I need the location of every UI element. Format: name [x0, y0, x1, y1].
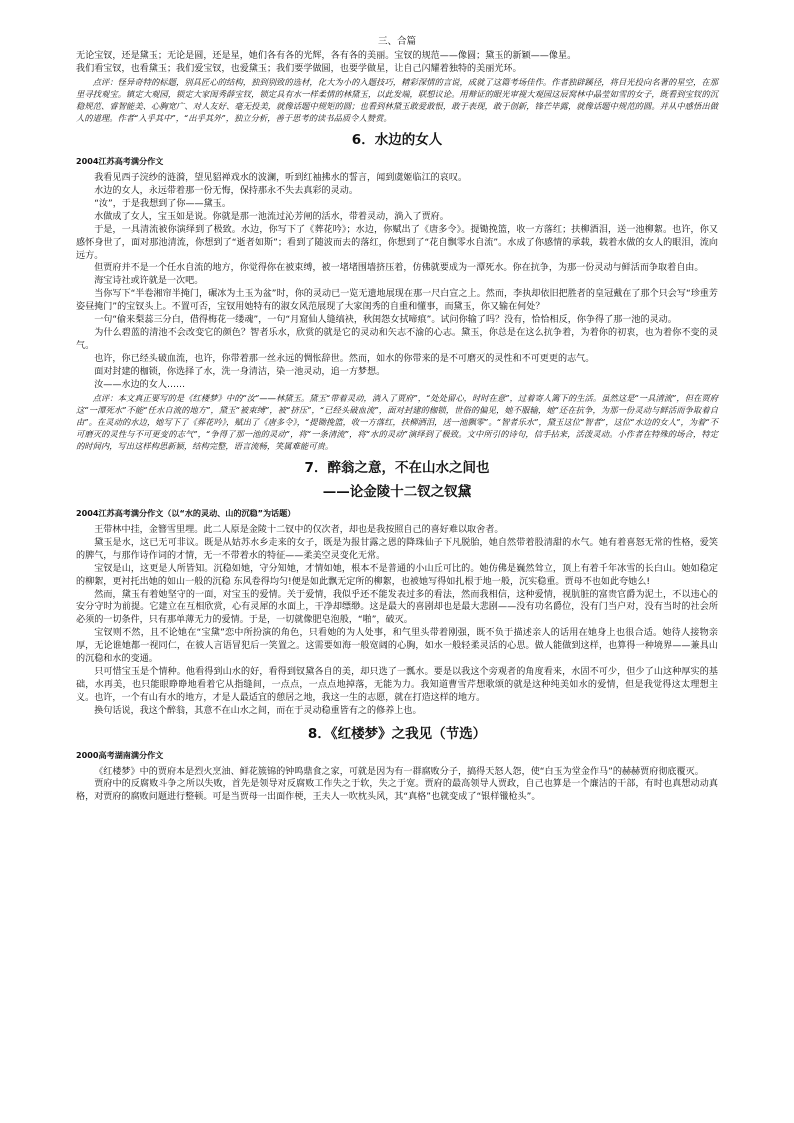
paragraph: 《红楼梦》中的贾府本是烈火烹油、鲜花簇锦的钟鸣鼎食之家，可就是因为有一群腐败分子，搞得天怒人怨，使“白玉为堂金作马”的赫赫贾府彻底覆灭。 [94, 766, 704, 777]
paragraph: 于是，一具清流被你演绎到了极致。水边，你写下了《葬花吟》；水边，你赋出了《唐多令》。提锄挽篮，收一方落红；扶柳酒泪，送一池柳絮。也许，你又感怀身世了，面对那池清流，你想到了“逝者如斯”；看到了随波而去的落红，你想到了“花自飘零水自流”。水成了你感情的承载，载着水做的女人的眼泪，流向远方。 [76, 224, 718, 261]
paragraph: 一句“偷来梨蕊三分白，借得梅花一缕魂”，一句“月窟仙人缝缟袂，秋闺怨女拭啼痕”。试问你输了吗？没有，恰恰相反，你争得了那一池的灵动。 [94, 315, 677, 326]
section-top [76, 36, 718, 124]
paragraph: 汝——水边的女人…… [94, 379, 186, 390]
paragraph: 只可惜宝玉是个情种。他看得到山水的好，看得到钗黛各自的美，却只选了一瓢水。要是以我这个旁观者的角度看来，水固不可少，但少了山这种厚实的基础，水再美，也只能眼睁睁地看着它从指缝间，一点点，一点点地掉落，无能为力。我知道曹雪芹想歌颂的就是这种纯美如水的爱情，但是我觉得这太理想主义。也许，一个有山有水的地方，才是人最适宜的憩居之地，我这一生的志愿，就在打造这样的地方。 [76, 666, 718, 703]
essay-subtitle: ——论金陵十二钗之钗黛 [322, 483, 472, 500]
paragraph: 然而，黛玉有着她坚守的一面，对宝玉的爱情。关于爱情，我似乎还不能发表过多的看法，然而我相信，这种爱情，视肮脏的富贵官爵为泥土，不以违心的安分守时为前提。它建立在互相欣赏，心有灵犀的水面上，干净却缥缈。这是最大的喜剧却也是最大悲剧——没有功名爵位，没有门当户对，没有当时的社会所必须的一切条件，只有那单薄无力的爱情。于是，一切就像肥皂泡般，“啪”，破灭。 [76, 589, 718, 626]
comment: 点评：本文真正要写的是《红楼梦》中的“汝”——林黛玉。黛玉“带着灵动，淌入了贾府”，“处处留心，时时在意”，过着寄人篱下的生活。虽然这是“一具清流”，但在贾府这“一潭死水”不能“任水自流的地方”，黛玉“被束缚”，被“挤压”，“已经头破血流”，面对封建的枷锁，世俗的偏见，她不服输，她“还在抗争，为那一份灵动与鲜活而争取着自由”。在灵动的水边，她写下了《葬花吟》，赋出了《唐多令》，“提锄挽篮，收一方落红，扶柳洒泪，送一池飘零”。“智者乐水”，黛玉这位“智者”，这位“水边的女人”，为着“不可磨灭的灵性与不可更变的志气”，“争得了那一池的灵动”，将“一条清流”，将“水的灵动”演绎到了极致。文中所引的诗句，信手拈来，活泼灵动。小作者在特殊的场合，特定的时间内，写出这样构思新颖，结构完整，语言流畅，笑属难能可贵。 [76, 392, 718, 451]
paragraph: 水边的女人，永远带着那一份无悔，保持那永不失去真彩的灵动。 [94, 186, 358, 196]
essay-title: 8．《红楼梦》之我见（节选） [307, 725, 487, 742]
paragraph: 当你写下“半卷湘帘半掩门，碾冰为土玉为盆”时，你的灵动已一览无遗地展现在那一尺白宣之上。然而，李执却依旧把胜者的皇冠戴在了那个只会写“珍重芳姿昼掩门”的宝钗头上。不置可否，宝钗用她特有的淑女风范展现了大家闺秀的自重和懂事，而黛玉，你又输在何处？ [76, 289, 718, 313]
section-label: 三、合篇 [377, 36, 416, 47]
essay-title: 6．水边的女人 [351, 132, 443, 149]
paragraph: “汝”，于是我想到了你——黛玉。 [94, 198, 231, 209]
paragraph: 面对封建的枷锁，你选择了水，洗一身清洁，染一池灵动，追一方梦想。 [94, 366, 386, 377]
paragraph: 宝钗则不然，且不论她在“宝黛”恋中所扮演的角色，只看她的为人处事，和气里头带着刚强，既不负于描述亲人的话用在她身上也很合适。她待人接物亲厚，无论谁她都一视同仁，在彼人言语冒犯后一笑置之。这需要如海一般宽阔的心胸，如水一般轻柔灵活的心思。做人能做到这样，也算得一种境界——兼具山的沉稳和水的变通。 [76, 628, 718, 665]
essay-tag: 2004江苏高考满分作文（以“水的灵动、山的沉稳”为话题） [76, 507, 296, 518]
essay-title: 7．醉翁之意，不在山水之间也 [304, 459, 490, 476]
paragraph: 水做成了女人，宝玉如是说。你就是那一池流过沁芳闸的活水，带着灵动，淌入了贾府。 [94, 211, 449, 222]
comment: 点评：怪异奇特的标题，别具匠心的结构，独到别致的选材，化大为小的入题技巧，精彩深情的言说，成就了这篇考场佳作。作者独辟蹊径，将目光投向名著的星空，在那里寻找观宝。镇定大观园，锁定大家闺秀薛宝钗，锁定具有水一样柔情的林黛玉，以此发端，联想议论。用辩证的眼光审视大观园这辰窝林中晶莹如雪的女子，既看到宝钗的沉稳规范、睿智能美、心胸宽广、对人友好、毫无投美，就像话题中规矩的圆；也看到林黛玉敢爱敢恨，敢于表现，敢于创新，锋芒毕露，就像话题中规范的圆。并从中感悟出做人的道理。作者“入乎其中”，“出乎其外”，独立分析，善于思考的读书品质令人赞赏。 [76, 76, 718, 123]
essay-tag: 2004江苏高考满分作文 [76, 156, 164, 167]
paragraph: 王带林中挂，金簪雪里埋。此二人原是金陵十二钗中的仅次者，却也是我按照自己的喜好难以取舍者。 [94, 524, 504, 535]
paragraph: 我看见西子浣纱的涟漪，望见貂禅戏水的波澜，听到红袖拂水的誓言，闻到虞姬临江的哀叹。 [94, 173, 468, 184]
essay-8 [76, 725, 718, 805]
essay-tag: 2000高考湖南满分作文 [76, 749, 164, 760]
paragraph: 贾府中的反腐败斗争之所以失败，首先是领导对反腐败工作失之于软，失之于宽。贾府的最高领导人贾政，自己也算是一个廉洁的干部，有时也真想动动真格，对贾府的腐败问题进行整顿。可是当贾母一出面作梗，王夫人一吹枕头风，其“真格”也就变成了“银样镴枪头”。 [76, 779, 718, 803]
paragraph: 我们看宝钗，也看黛玉；我们爱宝钗，也爱黛玉；我们要学做圆，也要学做星，让自己闪耀着独特的美丽光环。 [76, 63, 522, 74]
essay-6 [76, 131, 718, 452]
paragraph: 黛玉是水，这已无可非议。既是从姑苏水乡走来的女子，既是为报甘露之恩的降珠仙子下凡脱胎，她自然带着股清甜的水气。她有着喜怒无常的性格，爱笑的脾气，与那作诗作词的才情，无一不带着水的特征——柔美空灵变化无常。 [76, 537, 718, 561]
paragraph: 无论宝钗，还是黛玉；无论是圆，还是星，她们各有各的光辉，各有各的美丽。宝钗的规范——像圆；黛玉的新颖——像星。 [76, 50, 577, 61]
paragraph: 但贾府并不是一个任水自流的地方，你觉得你在被束缚，被一堵堵围墙挤压着，仿佛就要成为一潭死水。你在抗争，为那一份灵动与鲜活而争取着自由。 [94, 263, 704, 274]
paragraph: 宝钗是山，这更是人所皆知。沉稳如她，守分知她，才情如她，根本不是普通的小山丘可比的。她仿佛是巍然耸立，顶上有着千年冰雪的长白山。她如稳定的柳絮，更衬托出她的如山一般的沉稳 东风卷得均匀!便是如此飘无定所的柳絮，也被她写得如扎根于地一般，沉实稳重。贾母不也如此夸她么! [76, 563, 718, 587]
paragraph: 海宝诗社或许就是一次吧。 [94, 276, 204, 287]
paragraph: 换句话说，我这个醉翁，其意不在山水之间，而在于灵动稳重皆有之的修养上也。 [94, 705, 422, 716]
paragraph: 也许，你已经头破血流，也许，你带着那一丝永远的惆怅辞世。然而，如水的你带来的是不可磨灭的灵性和不可更更的志气。 [94, 353, 595, 364]
paragraph: 为什么碧蓝的清池不会改变它的颜色？智者乐水，欣赏的就是它的灵动和矢志不渝的心志。黛玉，你总是在这么抗争着，为着你的初衷，也为着你不变的灵气。 [76, 327, 718, 351]
essay-7 [76, 459, 718, 718]
